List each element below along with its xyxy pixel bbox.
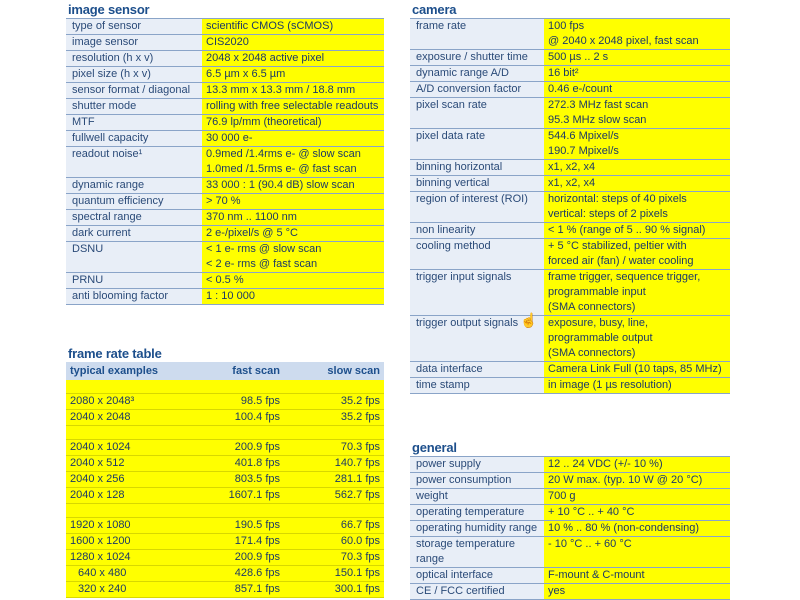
spec-value	[202, 19, 384, 35]
spec-label: pixel data rate	[410, 129, 544, 160]
spec-value-line: 2048 x 2048 active pixel	[206, 52, 325, 64]
spec-label: binning horizontal	[410, 160, 544, 176]
spec-value	[544, 66, 730, 82]
spec-row-quantum-efficiency	[66, 194, 384, 210]
spec-value-line: rolling with free selectable readouts	[206, 100, 379, 112]
spec-row-storage-temperature-range	[410, 537, 730, 568]
frame-rate-row	[66, 394, 384, 410]
spec-label: image sensor	[66, 35, 202, 51]
frame-rate-slow-scan	[284, 504, 384, 518]
spec-row-sensor-format-diagonal	[66, 83, 384, 99]
spec-value-line: 13.3 mm x 13.3 mm / 18.8 mm	[206, 84, 356, 96]
frame-rate-slow-scan: 140.7 fps	[284, 456, 384, 472]
spec-value	[544, 537, 730, 568]
spec-value	[544, 473, 730, 489]
spec-label: CE / FCC certified	[410, 584, 544, 600]
spec-value-line: 0.9med /1.4rms e- @ slow scan	[206, 148, 361, 160]
frame-rate-spacer-row	[66, 426, 384, 440]
spec-value-line: 1 : 10 000	[206, 290, 255, 302]
frame-rate-slow-scan: 35.2 fps	[284, 394, 384, 410]
frame-rate-resolution: 640 x 480	[66, 566, 186, 582]
spec-value	[544, 568, 730, 584]
frame-rate-resolution	[66, 380, 186, 394]
spec-value	[202, 67, 384, 83]
spec-row-pixel-data-rate	[410, 129, 730, 160]
frame-rate-row	[66, 440, 384, 456]
spec-label: non linearity	[410, 223, 544, 239]
spec-label: region of interest (ROI)	[410, 192, 544, 223]
spec-value-line: (SMA connectors)	[548, 347, 636, 359]
spec-label: data interface	[410, 362, 544, 378]
spec-label: pixel size (h x v)	[66, 67, 202, 83]
spec-value-line: 6.5 µm x 6.5 µm	[206, 68, 286, 80]
spec-label: resolution (h x v)	[66, 51, 202, 67]
spec-value-line: + 5 °C stabilized, peltier with	[548, 240, 687, 252]
frame-rate-slow-scan: 562.7 fps	[284, 488, 384, 504]
spec-row-mtf	[66, 115, 384, 131]
frame-rate-resolution: 2040 x 1024	[66, 440, 186, 456]
spec-label: frame rate	[410, 19, 544, 50]
spec-value-line: 544.6 Mpixel/s	[548, 130, 619, 142]
spec-row-a-d-conversion-factor	[410, 82, 730, 98]
frame-rate-resolution: 320 x 240	[66, 582, 186, 598]
frame-rate-row	[66, 472, 384, 488]
frame-rate-row	[66, 582, 384, 598]
spec-value	[202, 115, 384, 131]
image-sensor-title: image sensor	[68, 2, 150, 17]
frame-rate-table-title: frame rate table	[68, 346, 162, 361]
frame-rate-slow-scan: 281.1 fps	[284, 472, 384, 488]
spec-label: A/D conversion factor	[410, 82, 544, 98]
spec-value	[544, 82, 730, 98]
spec-value	[544, 239, 730, 270]
spec-label: cooling method	[410, 239, 544, 270]
spec-label: sensor format / diagonal	[66, 83, 202, 99]
spec-value-line: scientific CMOS (sCMOS)	[206, 20, 334, 32]
header-slow-scan: slow scan	[284, 362, 384, 380]
spec-value-line: CIS2020	[206, 36, 249, 48]
spec-row-binning-horizontal	[410, 160, 730, 176]
spec-label: anti blooming factor	[66, 289, 202, 305]
spec-value	[202, 131, 384, 147]
spec-value-line: exposure, busy, line,	[548, 317, 649, 329]
frame-rate-slow-scan: 66.7 fps	[284, 518, 384, 534]
frame-rate-slow-scan: 70.3 fps	[284, 550, 384, 566]
spec-label: exposure / shutter time	[410, 50, 544, 66]
spec-label: power consumption	[410, 473, 544, 489]
frame-rate-resolution: 2040 x 256	[66, 472, 186, 488]
frame-rate-fast-scan: 857.1 fps	[186, 582, 284, 598]
spec-value-line: 12 .. 24 VDC (+/- 10 %)	[548, 458, 663, 470]
frame-rate-fast-scan	[186, 426, 284, 440]
spec-row-dark-current	[66, 226, 384, 242]
spec-row-non-linearity	[410, 223, 730, 239]
spec-value-line: - 10 °C .. + 60 °C	[548, 538, 632, 550]
spec-row-ce-fcc-certified	[410, 584, 730, 600]
spec-row-binning-vertical	[410, 176, 730, 192]
frame-rate-fast-scan: 401.8 fps	[186, 456, 284, 472]
spec-value	[544, 19, 730, 50]
spec-value-line: > 70 %	[206, 195, 241, 207]
frame-rate-fast-scan: 1607.1 fps	[186, 488, 284, 504]
spec-label: shutter mode	[66, 99, 202, 115]
spec-value-line: frame trigger, sequence trigger,	[548, 271, 701, 283]
spec-row-dsnu	[66, 242, 384, 273]
frame-rate-fast-scan: 100.4 fps	[186, 410, 284, 426]
spec-row-trigger-output-signals	[410, 316, 730, 362]
spec-value-line: 370 nm .. 1100 nm	[206, 211, 297, 223]
frame-rate-fast-scan	[186, 504, 284, 518]
spec-label: dynamic range A/D	[410, 66, 544, 82]
frame-rate-row	[66, 550, 384, 566]
spec-label: fullwell capacity	[66, 131, 202, 147]
spec-value-line: 16 bit²	[548, 67, 579, 79]
frame-rate-spacer-row	[66, 504, 384, 518]
frame-rate-slow-scan: 70.3 fps	[284, 440, 384, 456]
frame-rate-table	[66, 362, 384, 598]
spec-label: optical interface	[410, 568, 544, 584]
spec-label: PRNU	[66, 273, 202, 289]
spec-value	[544, 270, 730, 316]
spec-value	[202, 194, 384, 210]
spec-row-region-of-interest-roi	[410, 192, 730, 223]
spec-value	[202, 226, 384, 242]
spec-value-line: 190.7 Mpixel/s	[548, 145, 619, 157]
spec-label: spectral range	[66, 210, 202, 226]
spec-label: time stamp	[410, 378, 544, 394]
frame-rate-row	[66, 534, 384, 550]
frame-rate-slow-scan: 35.2 fps	[284, 410, 384, 426]
frame-rate-fast-scan: 171.4 fps	[186, 534, 284, 550]
spec-row-weight	[410, 489, 730, 505]
spec-label: trigger input signals	[410, 270, 544, 316]
spec-value	[202, 35, 384, 51]
frame-rate-spacer-row	[66, 380, 384, 394]
spec-row-pixel-scan-rate	[410, 98, 730, 129]
spec-value-line: x1, x2, x4	[548, 161, 596, 173]
spec-value-line: programmable output	[548, 332, 653, 344]
spec-value-line: 1.0med /1.5rms e- @ fast scan	[206, 163, 357, 175]
frame-rate-resolution: 2040 x 128	[66, 488, 186, 504]
spec-row-prnu	[66, 273, 384, 289]
spec-row-resolution-h-x-v	[66, 51, 384, 67]
spec-value	[202, 289, 384, 305]
frame-rate-fast-scan: 200.9 fps	[186, 550, 284, 566]
frame-rate-slow-scan: 60.0 fps	[284, 534, 384, 550]
spec-value-line: 0.46 e-/count	[548, 83, 613, 95]
camera-table	[410, 18, 730, 394]
spec-row-frame-rate	[410, 19, 730, 50]
spec-value-line: 700 g	[548, 490, 576, 502]
frame-rate-row	[66, 410, 384, 426]
spec-row-dynamic-range	[66, 178, 384, 194]
spec-value-line: 95.3 MHz slow scan	[548, 114, 647, 126]
spec-value-line: x1, x2, x4	[548, 177, 596, 189]
frame-rate-resolution: 1600 x 1200	[66, 534, 186, 550]
spec-label: power supply	[410, 457, 544, 473]
frame-rate-row	[66, 518, 384, 534]
spec-value-line: Camera Link Full (10 taps, 85 MHz)	[548, 363, 722, 375]
spec-value	[202, 83, 384, 99]
frame-rate-resolution: 2040 x 512	[66, 456, 186, 472]
spec-label: quantum efficiency	[66, 194, 202, 210]
spec-row-power-supply	[410, 457, 730, 473]
spec-row-readout-noise	[66, 147, 384, 178]
spec-value-line: < 0.5 %	[206, 274, 244, 286]
spec-label: operating humidity range	[410, 521, 544, 537]
frame-rate-slow-scan: 150.1 fps	[284, 566, 384, 582]
spec-label: weight	[410, 489, 544, 505]
spec-row-spectral-range	[66, 210, 384, 226]
spec-row-cooling-method	[410, 239, 730, 270]
frame-rate-resolution: 1280 x 1024	[66, 550, 186, 566]
spec-label: dark current	[66, 226, 202, 242]
frame-rate-resolution	[66, 504, 186, 518]
frame-rate-fast-scan: 190.5 fps	[186, 518, 284, 534]
spec-value	[544, 176, 730, 192]
general-title: general	[412, 440, 457, 455]
camera-title: camera	[412, 2, 457, 17]
frame-rate-fast-scan: 200.9 fps	[186, 440, 284, 456]
spec-value-line: forced air (fan) / water cooling	[548, 255, 694, 267]
spec-row-exposure-shutter-time	[410, 50, 730, 66]
frame-rate-slow-scan	[284, 380, 384, 394]
spec-value-line: < 1 e- rms @ slow scan	[206, 243, 322, 255]
spec-value	[544, 362, 730, 378]
spec-row-data-interface	[410, 362, 730, 378]
spec-value	[202, 242, 384, 273]
spec-value-line: 2 e-/pixel/s @ 5 °C	[206, 227, 298, 239]
spec-value-line: 272.3 MHz fast scan	[548, 99, 649, 111]
spec-row-operating-humidity-range	[410, 521, 730, 537]
spec-label: binning vertical	[410, 176, 544, 192]
spec-value	[544, 521, 730, 537]
frame-rate-row	[66, 456, 384, 472]
spec-label: trigger output signals	[410, 316, 544, 362]
spec-value-line: yes	[548, 585, 566, 597]
spec-row-type-of-sensor	[66, 19, 384, 35]
spec-value-line: < 1 % (range of 5 .. 90 % signal)	[548, 224, 706, 236]
spec-label: storage temperature range	[410, 537, 544, 568]
spec-value	[544, 505, 730, 521]
frame-rate-fast-scan	[186, 380, 284, 394]
spec-label: pixel scan rate	[410, 98, 544, 129]
spec-value	[544, 489, 730, 505]
spec-value	[544, 457, 730, 473]
spec-label: operating temperature	[410, 505, 544, 521]
spec-value-line: + 10 °C .. + 40 °C	[548, 506, 635, 518]
spec-row-operating-temperature	[410, 505, 730, 521]
spec-row-power-consumption	[410, 473, 730, 489]
frame-rate-slow-scan: 300.1 fps	[284, 582, 384, 598]
spec-value-line: @ 2040 x 2048 pixel, fast scan	[548, 35, 699, 47]
spec-value	[544, 129, 730, 160]
spec-label: readout noise¹	[66, 147, 202, 178]
header-typical-examples: typical examples	[66, 362, 186, 380]
spec-value	[544, 584, 730, 600]
frame-rate-row	[66, 566, 384, 582]
frame-rate-resolution	[66, 426, 186, 440]
spec-row-anti-blooming-factor	[66, 289, 384, 305]
spec-value-line: (SMA connectors)	[548, 301, 636, 313]
spec-value	[544, 50, 730, 66]
spec-label: DSNU	[66, 242, 202, 273]
spec-value-line: 100 fps	[548, 20, 585, 32]
spec-value	[202, 273, 384, 289]
spec-label: MTF	[66, 115, 202, 131]
spec-value-line: F-mount & C-mount	[548, 569, 645, 581]
spec-value	[544, 223, 730, 239]
spec-value	[202, 178, 384, 194]
frame-rate-fast-scan: 803.5 fps	[186, 472, 284, 488]
spec-value-line: 10 % .. 80 % (non-condensing)	[548, 522, 700, 534]
spec-row-time-stamp	[410, 378, 730, 394]
frame-rate-slow-scan	[284, 426, 384, 440]
spec-value	[202, 210, 384, 226]
frame-rate-fast-scan: 428.6 fps	[186, 566, 284, 582]
image-sensor-table	[66, 18, 384, 305]
spec-value	[544, 378, 730, 394]
spec-row-trigger-input-signals	[410, 270, 730, 316]
frame-rate-fast-scan: 98.5 fps	[186, 394, 284, 410]
spec-value-line: vertical: steps of 2 pixels	[548, 208, 668, 220]
spec-value-line: 33 000 : 1 (90.4 dB) slow scan	[206, 179, 355, 191]
hand-cursor-icon: ☝	[520, 312, 538, 328]
spec-row-fullwell-capacity	[66, 131, 384, 147]
spec-label: type of sensor	[66, 19, 202, 35]
frame-rate-resolution: 1920 x 1080	[66, 518, 186, 534]
spec-value	[202, 51, 384, 67]
frame-rate-row	[66, 488, 384, 504]
spec-value-line: horizontal: steps of 40 pixels	[548, 193, 687, 205]
spec-value-line: programmable input	[548, 286, 646, 298]
general-table	[410, 456, 730, 600]
spec-value-line: 30 000 e-	[206, 132, 253, 144]
frame-rate-resolution: 2040 x 2048	[66, 410, 186, 426]
frame-rate-resolution: 2080 x 2048³	[66, 394, 186, 410]
spec-value-line: 76.9 lp/mm (theoretical)	[206, 116, 322, 128]
spec-row-dynamic-range-a-d	[410, 66, 730, 82]
spec-value	[544, 316, 730, 362]
spec-row-shutter-mode	[66, 99, 384, 115]
spec-value	[202, 147, 384, 178]
spec-value	[544, 98, 730, 129]
spec-value-line: 500 µs .. 2 s	[548, 51, 609, 63]
spec-value	[544, 160, 730, 176]
spec-value-line: 20 W max. (typ. 10 W @ 20 °C)	[548, 474, 703, 486]
spec-value-line: < 2 e- rms @ fast scan	[206, 258, 318, 270]
spec-value	[202, 99, 384, 115]
header-fast-scan: fast scan	[186, 362, 284, 380]
spec-label: dynamic range	[66, 178, 202, 194]
spec-row-image-sensor	[66, 35, 384, 51]
spec-row-pixel-size-h-x-v	[66, 67, 384, 83]
spec-row-optical-interface	[410, 568, 730, 584]
spec-value	[544, 192, 730, 223]
spec-value-line: in image (1 µs resolution)	[548, 379, 672, 391]
